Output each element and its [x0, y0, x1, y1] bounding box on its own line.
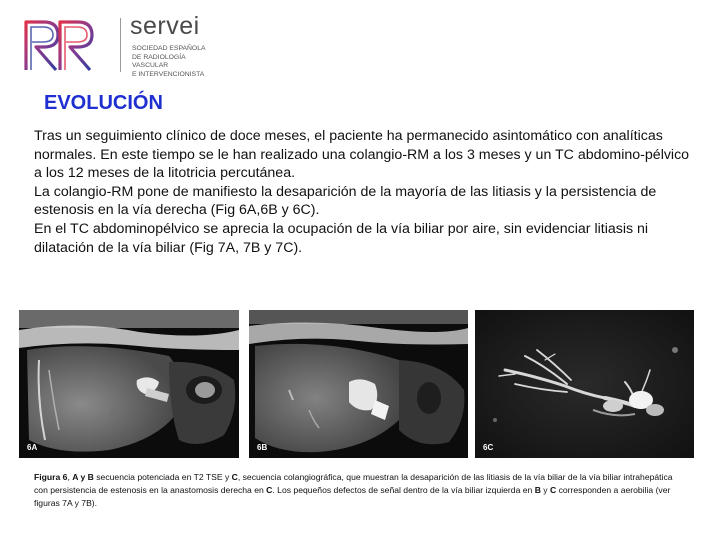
servei-logo	[22, 12, 212, 78]
body-paragraph: Tras un seguimiento clínico de doce meses, el paciente ha permanecido asintomático con analíticas normales. En este tiempo se le han realizado una colangio-RM a los 3 meses y un TC abdomino-pélvico a los 12 meses de la litotricia percutánea.	[34, 128, 690, 182]
caption-text: secuencia potenciada en T2 TSE y	[93, 472, 232, 482]
logo-subtitle-line: VASCULAR	[132, 62, 169, 70]
figure-label: 6C	[483, 443, 494, 452]
figure-6b-mri-image	[249, 310, 468, 458]
caption-text: ,	[67, 472, 73, 482]
caption-bold: A y B	[72, 472, 94, 482]
caption-text: y	[540, 485, 550, 496]
logo-subtitle-line: DE RADIOLOGÍA	[132, 53, 186, 61]
figure-label: 6B	[257, 443, 268, 452]
caption-bold: C	[231, 472, 238, 482]
logo-divider	[120, 18, 121, 72]
logo-subtitle-line: SOCIEDAD ESPAÑOLA	[132, 45, 206, 52]
caption-figure-ref: Figura 6	[34, 472, 68, 482]
body-paragraph: La colangio-RM pone de manifiesto la desaparición de la mayoría de las litiasis y la persistencia de estenosis en la vía derecha (Fig 6A,6B y 6C).	[34, 183, 657, 219]
figure-6a-mri-image	[19, 310, 239, 458]
logo-subtitle	[132, 45, 232, 79]
logo-name: servei	[130, 12, 200, 40]
caption-bold: C	[266, 485, 273, 496]
figure-caption	[34, 471, 684, 511]
figure-label: 6A	[27, 443, 38, 452]
caption-text: , secuencia colangiográfica, que muestran la desaparición de las litiasis de la vía biliar de la vía biliar intrahepática con persistencia de estenosis en la anastomosis derecha en	[34, 472, 673, 496]
mri-t2-axial-image	[19, 310, 239, 458]
body-paragraph: En el TC abdominopélvico se aprecia la ocupación de la vía biliar por aire, sin evidenciar litiasis ni dilatación de la vía biliar (Fig 7A, 7B y 7C).	[34, 220, 649, 256]
figure-6c-cholangiography-image	[475, 310, 694, 458]
caption-text: corresponden a aerobilia (ver figuras 7A y 7B).	[34, 485, 671, 509]
mr-cholangiography-image	[475, 310, 694, 458]
caption-bold: B	[534, 485, 541, 496]
logo-subtitle-line: E INTERVENCIONISTA	[132, 70, 205, 78]
caption-bold: C	[549, 485, 557, 496]
mri-t2-axial-image	[249, 310, 468, 458]
section-title: EVOLUCIÓN	[44, 92, 163, 114]
body-text	[34, 127, 694, 257]
caption-text: . Los pequeños defectos de señal dentro de la vía biliar izquierda en	[272, 485, 535, 496]
servei-logo-mark-icon	[22, 16, 94, 74]
